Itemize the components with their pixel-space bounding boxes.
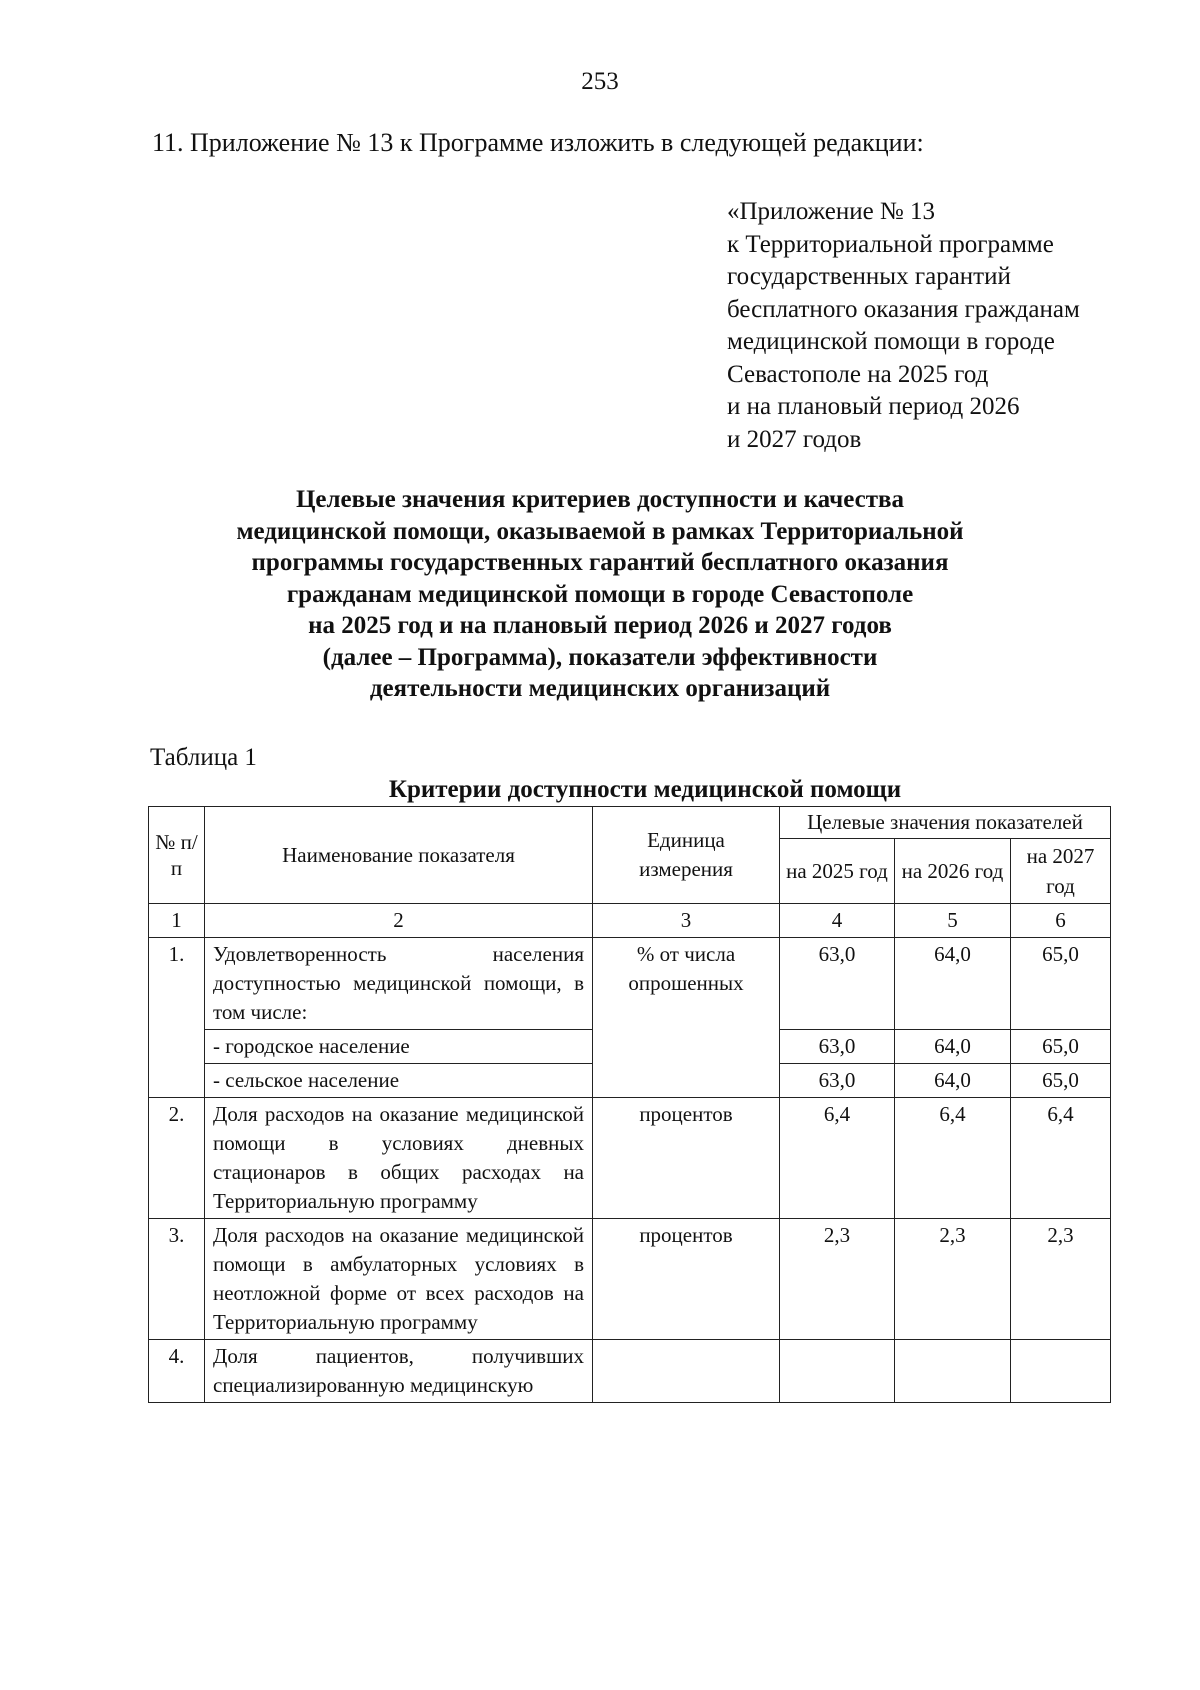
header-2025 — [780, 839, 895, 904]
appendix-header-line: Севастополе на 2025 год — [727, 360, 989, 388]
title-line: программы государственных гарантий бесплатного оказания — [251, 549, 949, 576]
row-num: 1. — [149, 938, 205, 1098]
table-row — [149, 1098, 1111, 1219]
header-2026-label: на 2026 год — [901, 859, 1004, 883]
row-value-2026: 2,3 — [895, 1219, 1011, 1340]
table-row — [149, 938, 1111, 1030]
criteria-table — [148, 806, 1111, 1403]
subrow-value-2026: 64,0 — [895, 1030, 1011, 1064]
header-unit-label: Единица измерения — [639, 828, 733, 881]
row-num: 2. — [149, 1098, 205, 1219]
appendix-header-line: бесплатного оказания гражданам — [727, 295, 1080, 323]
title-line: медицинской помощи, оказываемой в рамках Территориальной — [236, 517, 964, 545]
subrow-value-2027: 65,0 — [1011, 1030, 1111, 1064]
appendix-header-line: и на плановый период 2026 — [727, 393, 1020, 420]
row-value-2025: 2,3 — [780, 1219, 895, 1340]
table-row — [149, 1219, 1111, 1340]
column-number: 4 — [780, 904, 895, 938]
column-number: 2 — [205, 904, 593, 938]
row-value-2027 — [1011, 1340, 1111, 1403]
header-target-label: Целевые значения показателей — [807, 810, 1083, 834]
row-value-2027: 65,0 — [1011, 938, 1111, 1030]
title-line: (далее – Программа), показатели эффективности — [322, 643, 878, 671]
table-row — [149, 1340, 1111, 1403]
row-name: Доля пациентов, получивших специализированную медицинскую — [205, 1340, 593, 1403]
row-value-2026: 6,4 — [895, 1098, 1011, 1219]
header-num — [149, 807, 205, 904]
title-line: на 2025 год и на плановый период 2026 и 2027 годов — [308, 612, 892, 639]
header-2025-label: на 2025 год — [786, 859, 888, 883]
header-num-label: № п/п — [155, 830, 198, 880]
column-number-row — [149, 904, 1111, 938]
column-number: 3 — [593, 904, 780, 938]
header-2027 — [1011, 839, 1111, 904]
appendix-header-line: государственных гарантий — [727, 263, 1011, 290]
column-number: 6 — [1011, 904, 1111, 938]
row-name: Удовлетворенность населения доступностью медицинской помощи, в том числе: — [205, 938, 593, 1030]
row-value-2025: 6,4 — [780, 1098, 895, 1219]
row-unit: процентов — [593, 1219, 780, 1340]
table-label: Таблица 1 — [150, 744, 257, 771]
row-num: 3. — [149, 1219, 205, 1340]
row-value-2025: 63,0 — [780, 938, 895, 1030]
appendix-header-line: к Территориальной программе — [727, 230, 1054, 258]
header-target — [780, 807, 1111, 839]
subrow-value-2026: 64,0 — [895, 1064, 1011, 1098]
header-2027-label: на 2027 год — [1026, 844, 1095, 898]
title-line: гражданам медицинской помощи в городе Севастополе — [286, 580, 914, 608]
row-name: Доля расходов на оказание медицинской помощи в условиях дневных стационаров в общих расходах на Территориальную программу — [205, 1098, 593, 1219]
subrow-value-2027: 65,0 — [1011, 1064, 1111, 1098]
subrow-name: - сельское население — [205, 1064, 593, 1098]
row-name: Доля расходов на оказание медицинской помощи в амбулаторных условиях в неотложной форме от всех расходов на Территориальную программу — [205, 1219, 593, 1340]
title-line: Целевые значения критериев доступности и качества — [295, 486, 905, 513]
subrow-value-2025: 63,0 — [780, 1030, 895, 1064]
header-2026 — [895, 839, 1011, 904]
appendix-header-line: медицинской помощи в городе — [727, 328, 1055, 355]
subrow-name: - городское население — [205, 1030, 593, 1064]
header-name-label: Наименование показателя — [282, 842, 515, 867]
appendix-header-line: и 2027 годов — [727, 425, 862, 453]
appendix-header — [727, 196, 1080, 456]
table-header-row — [149, 807, 1111, 839]
header-name — [205, 807, 593, 904]
column-number: 5 — [895, 904, 1011, 938]
row-unit: % от числа опрошенных — [593, 938, 780, 1098]
appendix-header-line: «Приложение № 13 — [727, 198, 936, 225]
column-number: 1 — [149, 904, 205, 938]
document-title — [0, 484, 1200, 705]
row-num: 4. — [149, 1340, 205, 1403]
title-line: деятельности медицинских организаций — [369, 675, 831, 702]
row-value-2026: 64,0 — [895, 938, 1011, 1030]
intro-paragraph: 11. Приложение № 13 к Программе изложить в следующей редакции: — [152, 128, 924, 157]
table-caption: Критерии доступности медицинской помощи — [388, 776, 902, 803]
subrow-value-2025: 63,0 — [780, 1064, 895, 1098]
row-value-2027: 2,3 — [1011, 1219, 1111, 1340]
row-unit — [593, 1340, 780, 1403]
row-value-2027: 6,4 — [1011, 1098, 1111, 1219]
header-unit — [593, 807, 780, 904]
row-value-2025 — [780, 1340, 895, 1403]
row-unit: процентов — [593, 1098, 780, 1219]
page-number: 253 — [581, 68, 619, 95]
row-value-2026 — [895, 1340, 1011, 1403]
